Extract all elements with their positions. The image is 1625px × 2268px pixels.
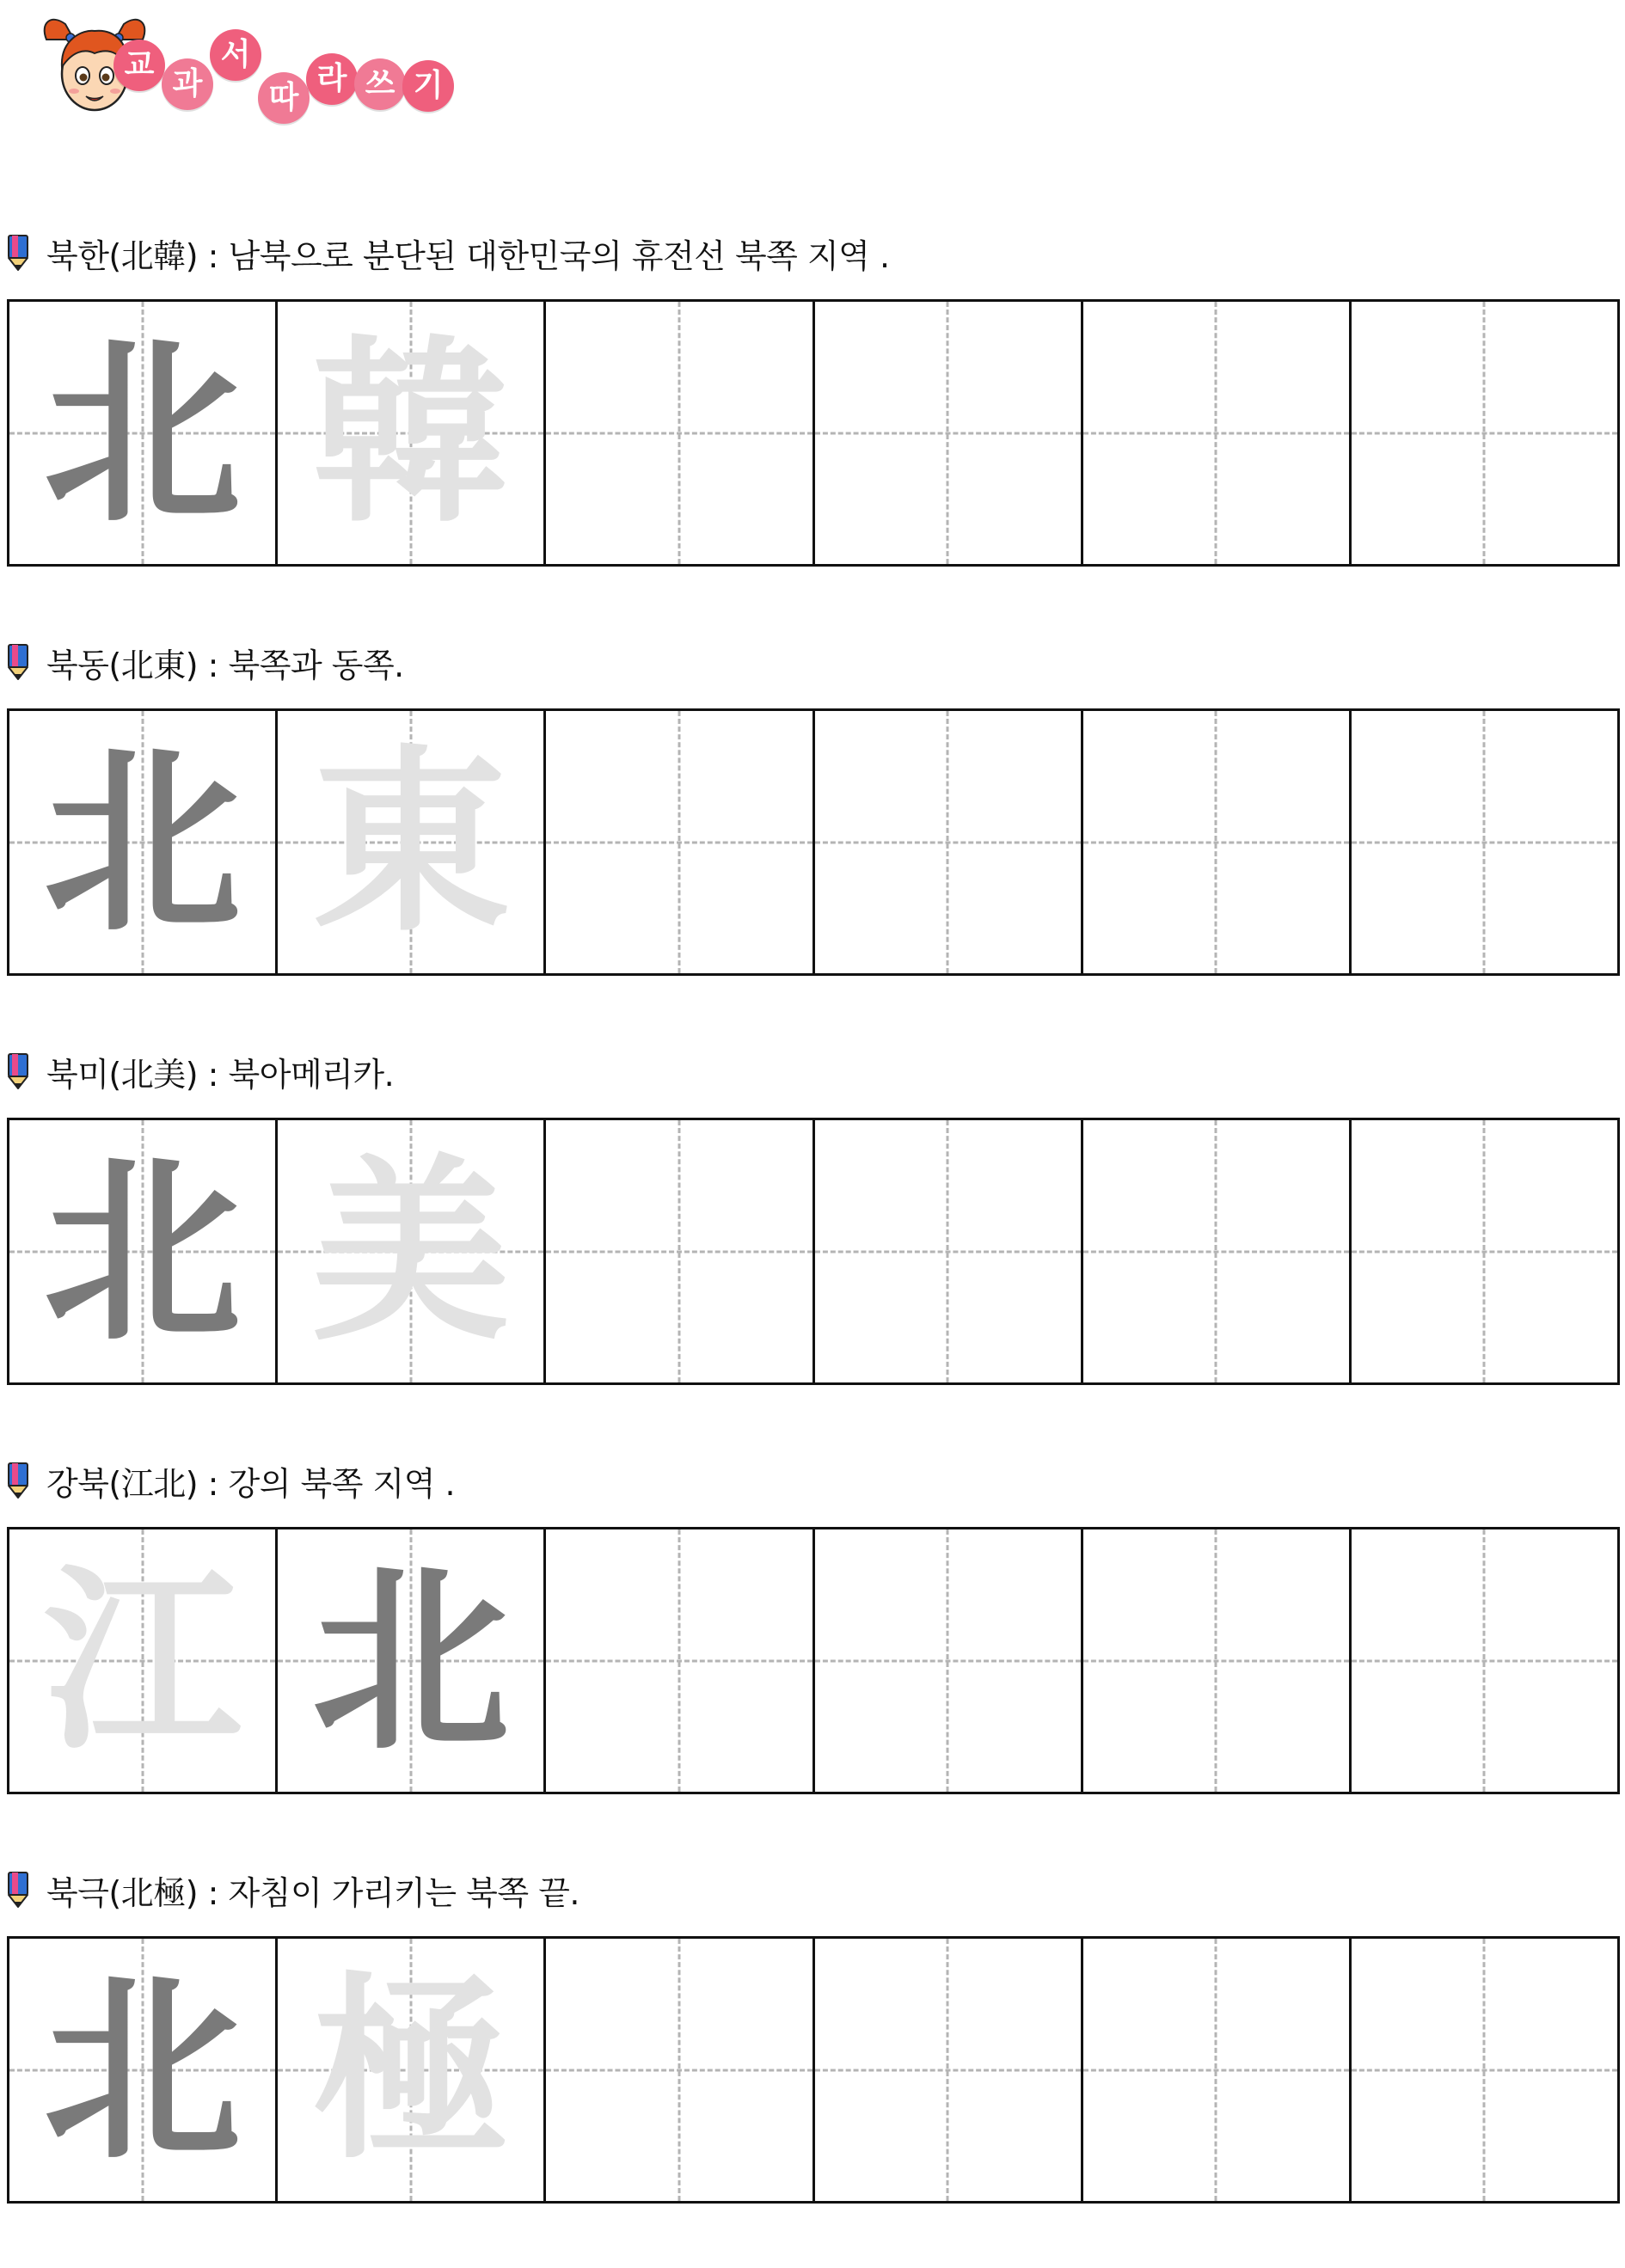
writing-grid xyxy=(7,1527,1620,1794)
practice-section xyxy=(0,1455,1625,1859)
practice-section xyxy=(0,1864,1625,2268)
hanja-trace-character: 北 xyxy=(43,1135,242,1368)
horizontal-guide-line xyxy=(815,2069,1081,2071)
pencil-icon xyxy=(7,643,29,681)
blank-practice-cell xyxy=(815,1529,1083,1792)
horizontal-guide-line xyxy=(546,2069,812,2071)
pencil-icon xyxy=(7,234,29,272)
blank-practice-cell xyxy=(815,711,1083,973)
hanja-trace-character: 江 xyxy=(43,1544,242,1777)
horizontal-guide-line xyxy=(1083,2069,1349,2071)
blank-practice-cell xyxy=(1083,711,1352,973)
trace-cell xyxy=(278,711,546,973)
pencil-icon xyxy=(7,1052,29,1090)
trace-cell xyxy=(9,1120,278,1382)
blank-practice-cell xyxy=(1352,1120,1617,1382)
blank-practice-cell xyxy=(546,1120,814,1382)
title-syllable: 과 xyxy=(162,58,213,110)
hanja-trace-character: 北 xyxy=(43,726,242,959)
word-caption xyxy=(7,636,404,688)
title-syllable: 기 xyxy=(402,60,454,112)
horizontal-guide-line xyxy=(1352,841,1617,843)
horizontal-guide-line xyxy=(1083,432,1349,434)
writing-grid xyxy=(7,1936,1620,2204)
blank-practice-cell xyxy=(546,711,814,973)
word-caption xyxy=(7,1864,579,1916)
hanja-trace-character: 北 xyxy=(43,1953,242,2186)
caption-text: 북한(北韓) : 남북으로 분단된 대한민국의 휴전선 북쪽 지역 . xyxy=(46,236,890,275)
pencil-icon xyxy=(7,1462,29,1499)
blank-practice-cell xyxy=(1083,1939,1352,2201)
blank-practice-cell xyxy=(1352,1939,1617,2201)
blank-practice-cell xyxy=(815,302,1083,564)
trace-cell xyxy=(278,1939,546,2201)
trace-cell xyxy=(9,302,278,564)
horizontal-guide-line xyxy=(815,1250,1081,1253)
trace-cell xyxy=(9,1939,278,2201)
horizontal-guide-line xyxy=(1083,1250,1349,1253)
trace-cell xyxy=(278,1529,546,1792)
header-logo xyxy=(24,5,471,117)
hanja-trace-character: 東 xyxy=(311,726,510,959)
blank-practice-cell xyxy=(1352,302,1617,564)
horizontal-guide-line xyxy=(815,1659,1081,1662)
horizontal-guide-line xyxy=(1352,1659,1617,1662)
caption-text: 북미(北美) : 북아메리카. xyxy=(46,1055,395,1094)
horizontal-guide-line xyxy=(546,841,812,843)
title-syllable: 서 xyxy=(210,29,261,81)
blank-practice-cell xyxy=(1083,302,1352,564)
writing-grid xyxy=(7,708,1620,976)
title-syllable: 교 xyxy=(113,40,165,91)
practice-section xyxy=(0,227,1625,631)
horizontal-guide-line xyxy=(1083,841,1349,843)
word-caption xyxy=(7,1455,455,1506)
blank-practice-cell xyxy=(815,1120,1083,1382)
horizontal-guide-line xyxy=(546,432,812,434)
caption-text: 북동(北東) : 북쪽과 동쪽. xyxy=(46,646,404,684)
horizontal-guide-line xyxy=(1352,432,1617,434)
trace-cell xyxy=(9,1529,278,1792)
trace-cell xyxy=(278,302,546,564)
writing-grid xyxy=(7,299,1620,567)
writing-grid xyxy=(7,1118,1620,1385)
blank-practice-cell xyxy=(815,1939,1083,2201)
hanja-trace-character: 極 xyxy=(311,1953,510,2186)
hanja-trace-character: 美 xyxy=(311,1135,510,1368)
blank-practice-cell xyxy=(1352,1529,1617,1792)
hanja-trace-character: 北 xyxy=(43,316,242,549)
horizontal-guide-line xyxy=(546,1659,812,1662)
caption-text: 북극(北極) : 자침이 가리키는 북쪽 끝. xyxy=(46,1873,579,1912)
blank-practice-cell xyxy=(546,1529,814,1792)
hanja-trace-character: 韓 xyxy=(311,316,510,549)
horizontal-guide-line xyxy=(1083,1659,1349,1662)
blank-practice-cell xyxy=(546,1939,814,2201)
horizontal-guide-line xyxy=(1352,2069,1617,2071)
blank-practice-cell xyxy=(1083,1120,1352,1382)
word-caption xyxy=(7,1045,394,1097)
practice-section xyxy=(0,1045,1625,1450)
blank-practice-cell xyxy=(546,302,814,564)
word-caption xyxy=(7,227,890,279)
horizontal-guide-line xyxy=(815,432,1081,434)
blank-practice-cell xyxy=(1352,711,1617,973)
title-syllable: 쓰 xyxy=(354,58,406,110)
hanja-trace-character: 北 xyxy=(311,1544,510,1777)
blank-practice-cell xyxy=(1083,1529,1352,1792)
horizontal-guide-line xyxy=(546,1250,812,1253)
pencil-icon xyxy=(7,1871,29,1909)
horizontal-guide-line xyxy=(815,841,1081,843)
caption-text: 강북(江北) : 강의 북쪽 지역 . xyxy=(46,1464,456,1503)
trace-cell xyxy=(278,1120,546,1382)
horizontal-guide-line xyxy=(1352,1250,1617,1253)
title-syllable: 따 xyxy=(258,72,310,124)
trace-cell xyxy=(9,711,278,973)
title-syllable: 라 xyxy=(306,53,358,105)
practice-section xyxy=(0,636,1625,1040)
